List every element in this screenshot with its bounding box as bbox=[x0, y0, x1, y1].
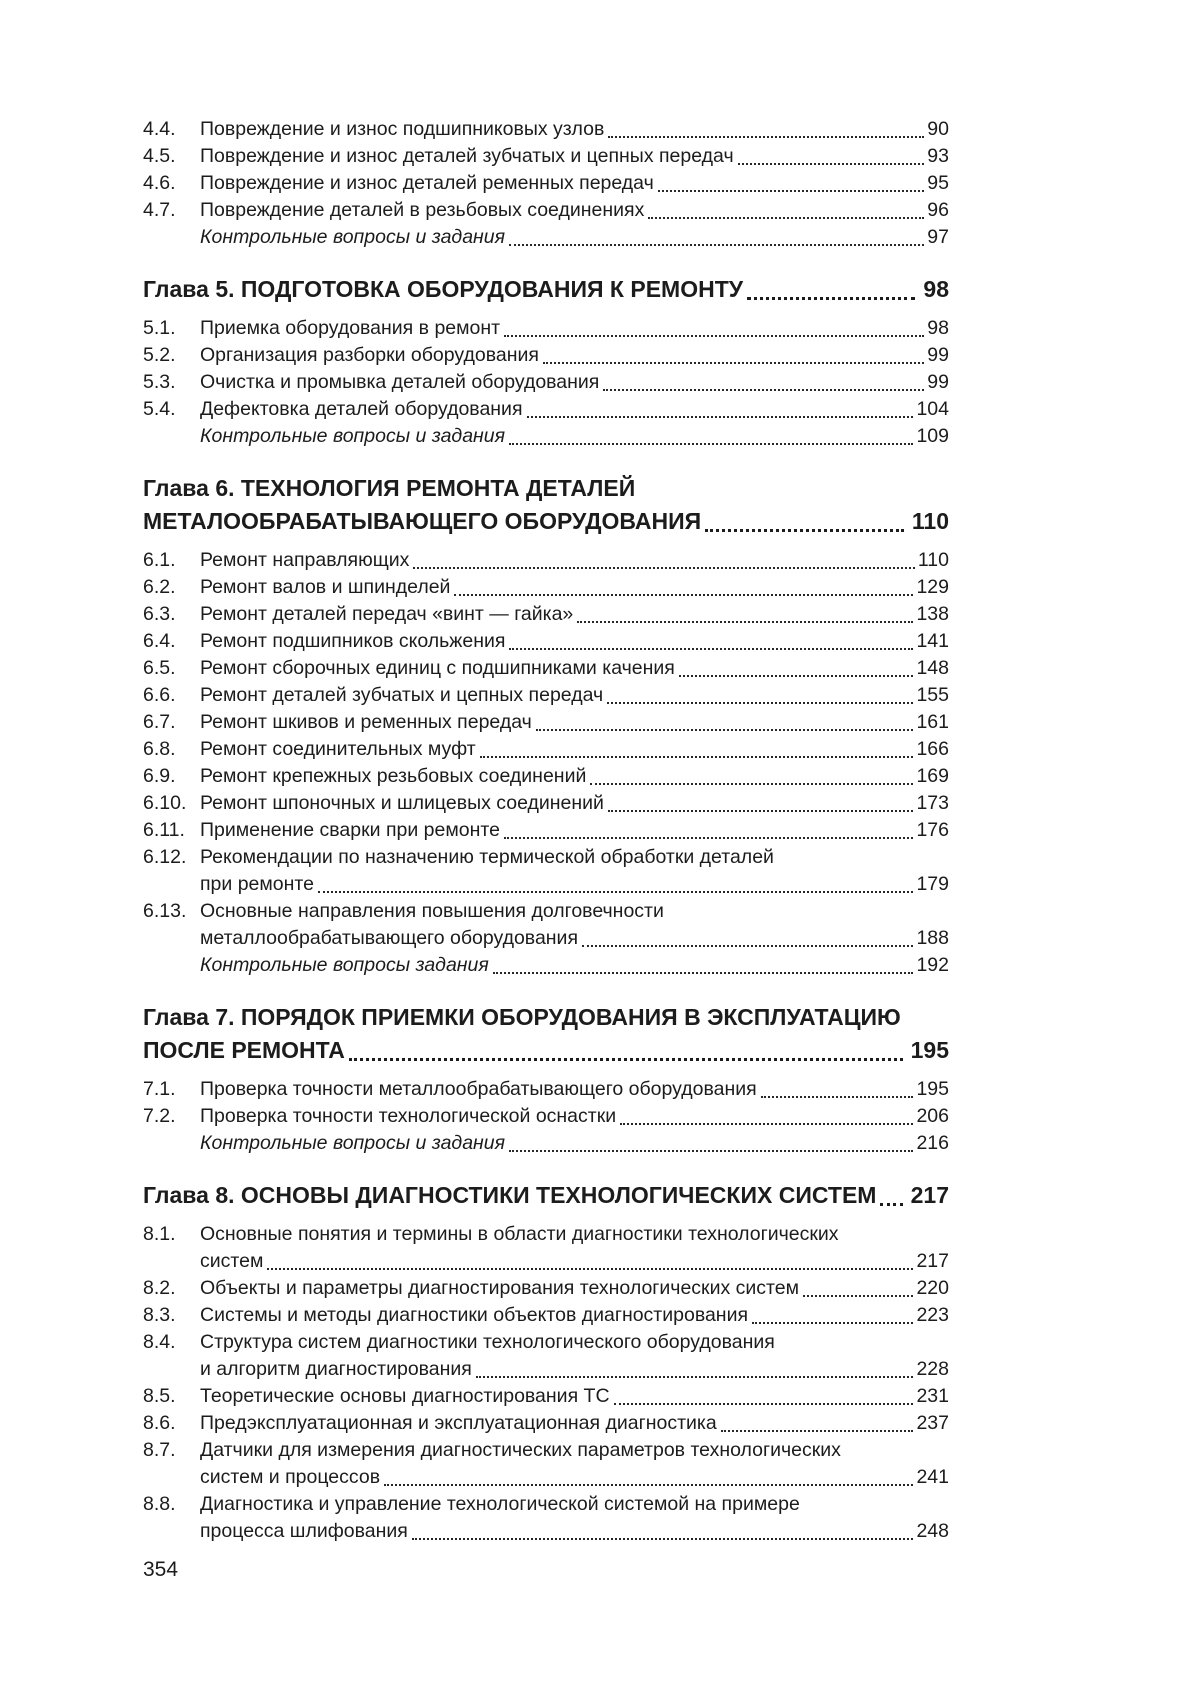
toc-entry-title: Очистка и промывка деталей оборудования bbox=[200, 371, 600, 393]
dot-leader-icon bbox=[586, 763, 916, 790]
dot-leader-icon bbox=[675, 655, 917, 682]
toc-row bbox=[143, 898, 949, 925]
toc-entry-title: Ремонт подшипников скольжения bbox=[200, 630, 506, 652]
toc-row bbox=[143, 369, 949, 396]
toc-entry-title: Ремонт деталей передач «винт — гайка» bbox=[200, 603, 574, 625]
toc-entry-title: Повреждение и износ подшипниковых узлов bbox=[200, 118, 605, 140]
toc-row bbox=[143, 1491, 949, 1518]
toc-row bbox=[143, 790, 949, 817]
dot-leader-icon bbox=[500, 817, 917, 844]
toc-row bbox=[143, 1383, 949, 1410]
toc-entry-title: Рекомендации по назначению термической обработки деталей bbox=[200, 846, 774, 868]
toc-entry-page: 110 bbox=[917, 549, 949, 571]
toc-entry-number: 6.6. bbox=[143, 684, 176, 706]
dot-leader-icon bbox=[644, 197, 927, 224]
dot-leader-icon bbox=[500, 315, 927, 342]
toc-row bbox=[143, 1221, 949, 1248]
dot-leader-icon bbox=[408, 1518, 917, 1545]
dot-leader-icon bbox=[616, 1103, 916, 1130]
toc-entry-page: 97 bbox=[927, 226, 949, 248]
toc-entry-title: Теоретические основы диагностирования ТС bbox=[200, 1385, 610, 1407]
dot-leader-icon bbox=[654, 170, 928, 197]
toc-entry-title: Повреждение деталей в резьбовых соединениях bbox=[200, 199, 645, 221]
toc-row bbox=[143, 170, 949, 197]
dot-leader-icon bbox=[603, 682, 916, 709]
toc-entry-number: 8.8. bbox=[143, 1493, 176, 1515]
dot-leader-icon bbox=[734, 143, 928, 170]
toc-row bbox=[143, 574, 949, 601]
toc-entry-page: 216 bbox=[916, 1132, 949, 1154]
dot-leader-icon bbox=[610, 1383, 917, 1410]
toc-entry-number: 5.1. bbox=[143, 317, 176, 339]
toc-entry-title: Ремонт направляющих bbox=[200, 549, 410, 571]
toc-entry-title: Контрольные вопросы и задания bbox=[200, 226, 506, 248]
toc-chapter-title: МЕТАЛООБРАБАТЫВАЮЩЕГО ОБОРУДОВАНИЯ bbox=[143, 508, 702, 534]
toc-chapter-row bbox=[143, 472, 949, 505]
toc-row bbox=[143, 736, 949, 763]
toc-row bbox=[143, 197, 949, 224]
toc-chapter-title: Глава 6. ТЕХНОЛОГИЯ РЕМОНТА ДЕТАЛЕЙ bbox=[143, 475, 636, 501]
toc-entry-title: Ремонт соединительных муфт bbox=[200, 738, 476, 760]
toc-entry-number: 8.5. bbox=[143, 1385, 176, 1407]
toc-entry-number: 4.7. bbox=[143, 199, 176, 221]
toc-entry-title: Дефектовка деталей оборудования bbox=[200, 398, 523, 420]
toc-entry-title: систем и процессов bbox=[200, 1466, 381, 1488]
toc-row bbox=[143, 1410, 949, 1437]
toc-entry-number: 5.2. bbox=[143, 344, 176, 366]
dot-leader-icon bbox=[476, 736, 917, 763]
toc-row bbox=[143, 1437, 949, 1464]
toc-entry-page: 98 bbox=[923, 276, 949, 302]
dot-leader-icon bbox=[523, 396, 917, 423]
toc-entry-title: Основные направления повышения долговечности bbox=[200, 900, 664, 922]
toc-entry-number: 6.4. bbox=[143, 630, 176, 652]
toc-chapter-row bbox=[143, 1034, 949, 1067]
toc-row bbox=[143, 396, 949, 423]
toc-row bbox=[143, 143, 949, 170]
toc-entry-number: 6.2. bbox=[143, 576, 176, 598]
dot-leader-icon bbox=[799, 1275, 916, 1302]
toc-entry-page: 241 bbox=[916, 1466, 949, 1488]
dot-leader-icon bbox=[505, 224, 927, 251]
toc-entry-title: Повреждение и износ деталей зубчатых и цепных передач bbox=[200, 145, 734, 167]
toc-chapter-row bbox=[143, 1001, 949, 1034]
toc-row bbox=[143, 925, 949, 952]
toc-row bbox=[143, 1329, 949, 1356]
toc-entry-title: металлообрабатывающего оборудования bbox=[200, 927, 579, 949]
toc-entry-number: 8.2. bbox=[143, 1277, 176, 1299]
toc-entry-number: 4.5. bbox=[143, 145, 176, 167]
toc-entry-page: 161 bbox=[916, 711, 949, 733]
toc-row bbox=[143, 1076, 949, 1103]
toc-entry-number: 7.2. bbox=[143, 1105, 176, 1127]
toc-entry-title: Ремонт крепежных резьбовых соединений bbox=[200, 765, 587, 787]
dot-leader-icon bbox=[409, 547, 918, 574]
dot-leader-icon bbox=[604, 790, 917, 817]
toc-row bbox=[143, 1518, 949, 1545]
toc-row bbox=[143, 709, 949, 736]
toc-row bbox=[143, 601, 949, 628]
toc-entry-page: 169 bbox=[916, 765, 949, 787]
toc-entry-page: 176 bbox=[916, 819, 949, 841]
toc-entry-page: 90 bbox=[927, 118, 949, 140]
toc-entry-title: Системы и методы диагностики объектов диагностирования bbox=[200, 1304, 749, 1326]
toc-entry-title: Ремонт сборочных единиц с подшипниками качения bbox=[200, 657, 675, 679]
dot-leader-icon bbox=[532, 709, 917, 736]
toc-entry-page: 217 bbox=[910, 1182, 949, 1208]
toc-entry-number: 8.7. bbox=[143, 1439, 176, 1461]
toc-entry-title: Проверка точности технологической оснастки bbox=[200, 1105, 617, 1127]
toc-row bbox=[143, 1248, 949, 1275]
toc-entry-title: Ремонт шкивов и ременных передач bbox=[200, 711, 532, 733]
toc-entry-number: 8.3. bbox=[143, 1304, 176, 1326]
toc-entry-title: Датчики для измерения диагностических параметров технологических bbox=[200, 1439, 841, 1461]
toc-entry-page: 248 bbox=[916, 1520, 949, 1542]
toc-chapter-title: ПОСЛЕ РЕМОНТА bbox=[143, 1037, 345, 1063]
toc-entry-title: Повреждение и износ деталей ременных передач bbox=[200, 172, 654, 194]
toc-row bbox=[143, 423, 949, 450]
toc-row bbox=[143, 655, 949, 682]
dot-leader-icon bbox=[505, 1130, 916, 1157]
toc-entry-page: 237 bbox=[916, 1412, 949, 1434]
toc-entry-page: 98 bbox=[927, 317, 949, 339]
toc-row bbox=[143, 315, 949, 342]
dot-leader-icon bbox=[604, 116, 927, 143]
toc-row bbox=[143, 817, 949, 844]
toc-entry-page: 195 bbox=[916, 1078, 949, 1100]
toc-entry-title: Контрольные вопросы и задания bbox=[200, 425, 506, 447]
dot-leader-icon bbox=[450, 574, 916, 601]
toc-entry-title: Ремонт деталей зубчатых и цепных передач bbox=[200, 684, 604, 706]
toc-entry-page: 99 bbox=[927, 344, 949, 366]
dot-leader-icon bbox=[489, 952, 917, 979]
dot-leader-icon bbox=[876, 1179, 910, 1212]
toc-entry-page: 95 bbox=[927, 172, 949, 194]
dot-leader-icon bbox=[505, 423, 916, 450]
toc-entry-number: 8.6. bbox=[143, 1412, 176, 1434]
toc-entry-title: Проверка точности металлообрабатывающего оборудования bbox=[200, 1078, 757, 1100]
toc-entry-number: 4.6. bbox=[143, 172, 176, 194]
dot-leader-icon bbox=[472, 1356, 917, 1383]
toc-entry-page: 228 bbox=[916, 1358, 949, 1380]
toc-entry-title: Контрольные вопросы и задания bbox=[200, 1132, 506, 1154]
toc-entry-number: 6.7. bbox=[143, 711, 176, 733]
toc-entry-page: 223 bbox=[916, 1304, 949, 1326]
toc-entry-page: 231 bbox=[916, 1385, 949, 1407]
toc-entry-title: Организация разборки оборудования bbox=[200, 344, 539, 366]
toc-entry-title: Контрольные вопросы задания bbox=[200, 954, 489, 976]
toc-chapter-title: Глава 7. ПОРЯДОК ПРИЕМКИ ОБОРУДОВАНИЯ В ЭКСПЛУАТАЦИЮ bbox=[143, 1004, 901, 1030]
toc-entry-page: 217 bbox=[916, 1250, 949, 1272]
toc-entry-number: 6.10. bbox=[143, 792, 187, 814]
toc-row bbox=[143, 1130, 949, 1157]
toc-row bbox=[143, 844, 949, 871]
toc-entry-page: 220 bbox=[916, 1277, 949, 1299]
toc-entry-page: 99 bbox=[927, 371, 949, 393]
toc-entry-page: 141 bbox=[916, 630, 949, 652]
toc-row bbox=[143, 1302, 949, 1329]
dot-leader-icon bbox=[717, 1410, 917, 1437]
toc-entry-number: 6.9. bbox=[143, 765, 176, 787]
toc-entry-page: 93 bbox=[927, 145, 949, 167]
toc-entry-number: 6.11. bbox=[143, 819, 185, 841]
toc-entry-page: 206 bbox=[916, 1105, 949, 1127]
toc-entry-page: 166 bbox=[916, 738, 949, 760]
toc-entry-title: Ремонт валов и шпинделей bbox=[200, 576, 451, 598]
toc-entry-page: 155 bbox=[916, 684, 949, 706]
toc-entry-number: 8.1. bbox=[143, 1223, 176, 1245]
toc-row bbox=[143, 342, 949, 369]
dot-leader-icon bbox=[380, 1464, 916, 1491]
toc-entry-number: 6.13. bbox=[143, 900, 187, 922]
dot-leader-icon bbox=[314, 871, 916, 898]
toc-row bbox=[143, 224, 949, 251]
toc-entry-page: 195 bbox=[910, 1037, 949, 1063]
toc-row bbox=[143, 547, 949, 574]
toc-entry-number: 6.3. bbox=[143, 603, 176, 625]
toc-entry-page: 104 bbox=[916, 398, 949, 420]
toc-entry-number: 6.5. bbox=[143, 657, 176, 679]
toc-entry-number: 6.12. bbox=[143, 846, 187, 868]
toc-entry-title: систем bbox=[200, 1250, 264, 1272]
toc-row bbox=[143, 952, 949, 979]
toc-entry-number: 4.4. bbox=[143, 118, 176, 140]
dot-leader-icon bbox=[263, 1248, 916, 1275]
dot-leader-icon bbox=[505, 628, 916, 655]
dot-leader-icon bbox=[757, 1076, 917, 1103]
toc-entry-number: 6.8. bbox=[143, 738, 176, 760]
toc-entry-title: Объекты и параметры диагностирования технологических систем bbox=[200, 1277, 799, 1299]
toc-entry-title: Диагностика и управление технологической системой на примере bbox=[200, 1493, 800, 1515]
toc-entry-page: 179 bbox=[916, 873, 949, 895]
toc-chapter-row bbox=[143, 1179, 949, 1212]
toc-row bbox=[143, 682, 949, 709]
toc-row bbox=[143, 871, 949, 898]
toc-entry-title: Структура систем диагностики технологического оборудования bbox=[200, 1331, 775, 1353]
toc-entry-title: процесса шлифования bbox=[200, 1520, 408, 1542]
toc-entry-title: Основные понятия и термины в области диагностики технологических bbox=[200, 1223, 839, 1245]
dot-leader-icon bbox=[578, 925, 916, 952]
toc-entry-page: 109 bbox=[916, 425, 949, 447]
toc-chapter-row bbox=[143, 273, 949, 306]
toc-entry-page: 173 bbox=[916, 792, 949, 814]
toc-entry-number: 5.3. bbox=[143, 371, 176, 393]
toc-chapter-title: Глава 5. ПОДГОТОВКА ОБОРУДОВАНИЯ К РЕМОНТУ bbox=[143, 276, 744, 302]
dot-leader-icon bbox=[599, 369, 927, 396]
toc-entry-number: 8.4. bbox=[143, 1331, 176, 1353]
toc-row bbox=[143, 1275, 949, 1302]
toc-entry-title: Предэксплуатационная и эксплуатационная диагностика bbox=[200, 1412, 717, 1434]
toc-entry-title: Применение сварки при ремонте bbox=[200, 819, 500, 841]
toc-entry-number: 5.4. bbox=[143, 398, 176, 420]
toc-chapter-row bbox=[143, 505, 949, 538]
toc-chapter-title: Глава 8. ОСНОВЫ ДИАГНОСТИКИ ТЕХНОЛОГИЧЕСКИХ СИСТЕМ bbox=[143, 1182, 877, 1208]
table-of-contents bbox=[143, 116, 949, 1545]
toc-entry-number: 7.1. bbox=[143, 1078, 176, 1100]
toc-entry-page: 192 bbox=[916, 954, 949, 976]
toc-row bbox=[143, 628, 949, 655]
dot-leader-icon bbox=[573, 601, 916, 628]
toc-entry-number: 6.1. bbox=[143, 549, 176, 571]
toc-entry-title: Приемка оборудования в ремонт bbox=[200, 317, 501, 339]
toc-entry-title: и алгоритм диагностирования bbox=[200, 1358, 472, 1380]
dot-leader-icon bbox=[345, 1034, 911, 1067]
toc-entry-page: 148 bbox=[916, 657, 949, 679]
toc-entry-page: 129 bbox=[916, 576, 949, 598]
toc-row bbox=[143, 1103, 949, 1130]
dot-leader-icon bbox=[701, 505, 912, 538]
dot-leader-icon bbox=[748, 1302, 916, 1329]
toc-entry-page: 138 bbox=[916, 603, 949, 625]
toc-row bbox=[143, 116, 949, 143]
toc-entry-page: 110 bbox=[911, 508, 949, 534]
toc-entry-title: при ремонте bbox=[200, 873, 314, 895]
dot-leader-icon bbox=[743, 273, 923, 306]
toc-entry-page: 96 bbox=[927, 199, 949, 221]
toc-row bbox=[143, 763, 949, 790]
toc-row bbox=[143, 1464, 949, 1491]
toc-row bbox=[143, 1356, 949, 1383]
footer-page-number: 354 bbox=[143, 1558, 179, 1581]
dot-leader-icon bbox=[539, 342, 927, 369]
toc-entry-title: Ремонт шпоночных и шлицевых соединений bbox=[200, 792, 604, 814]
toc-entry-page: 188 bbox=[916, 927, 949, 949]
